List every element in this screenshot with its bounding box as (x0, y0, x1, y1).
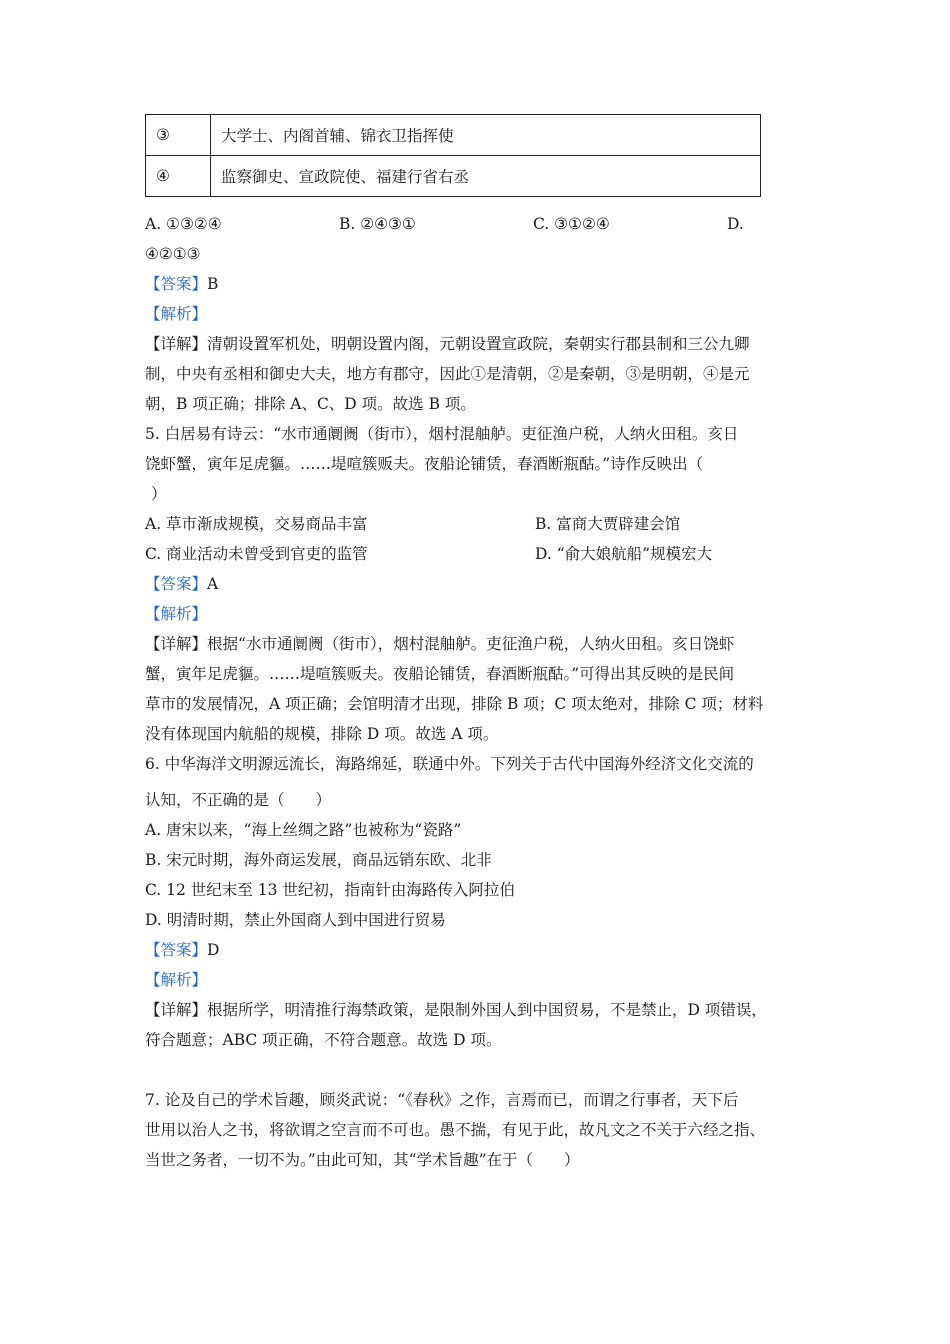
answer-value: D (207, 941, 220, 959)
detail-line: 制，中央有丞相和御史大夫，地方有郡守，因此①是清朝，②是秦朝，③是明朝，④是元 (145, 365, 750, 383)
detail-line: 根据所学，明清推行海禁政策，是限制外国人到中国贸易，不是禁止，D 项错误， (207, 1001, 767, 1019)
answer-tag: 【答案】 (145, 275, 208, 293)
q7-stem (145, 1085, 810, 1175)
detail-line: 根据“水市通阛阓（街市），烟村混舳舻。吏征渔户税，人纳火田租。亥日饶虾 (207, 635, 735, 653)
stem-line: 7. 论及自己的学术旨趣，顾炎武说：“《春秋》之作，言焉而已，而谓之行事者，天下后 (145, 1091, 739, 1109)
q5-option-a: A. 草市渐成规模，交易商品丰富 (145, 515, 368, 533)
q6-option-c: C. 12 世纪末至 13 世纪初，指南针由海路传入阿拉伯 (145, 881, 515, 899)
table-cell-text: 大学士、内阁首辅、锦衣卫指挥使 (211, 115, 761, 156)
detail-line: 草市的发展情况，A 项正确；会馆明清才出现，排除 B 项；C 项太绝对，排除 C 项；材料 (145, 695, 764, 713)
q5-option-c: C. 商业活动未曾受到官吏的监管 (145, 545, 368, 563)
detail-line: 符合题意；ABC 项正确，不符合题意。故选 D 项。 (145, 1031, 502, 1049)
q4-answer (145, 269, 810, 299)
table-cell-number: ④ (146, 156, 211, 197)
detail-line: 清朝设置军机处，明朝设置内阁，元朝设置宣政院，秦朝实行郡县制和三公九卿 (207, 335, 750, 353)
detail-line: 朝，B 项正确；排除 A、C、D 项。故选 B 项。 (145, 395, 476, 413)
table-cell-text: 监察御史、宣政院使、福建行省右丞 (211, 156, 761, 197)
table-row (146, 156, 761, 197)
q4-options (145, 209, 810, 239)
q5-option-b: B. 富商大贾辟建会馆 (535, 515, 681, 533)
q6-option-d: D. 明清时期，禁止外国商人到中国进行贸易 (145, 911, 446, 929)
q4-option-d: D. (727, 215, 744, 233)
answer-value: A (207, 575, 219, 593)
q4-option-d-cont: ④②①③ (145, 245, 201, 263)
options-table (145, 114, 761, 197)
q5-stem (145, 419, 810, 509)
stem-line: ） (151, 485, 167, 503)
detail-tag: 【详解】 (145, 335, 208, 353)
stem-line: 当世之务者，一切不为。”由此可知，其“学术旨趣”在于（ ） (145, 1151, 580, 1169)
stem-line: 6. 中华海洋文明源远流长，海路绵延，联通中外。下列关于古代中国海外经济文化交流的 (145, 755, 754, 773)
detail-line: 蟹，寅年足虎貙。……堤喧簇贩夫。夜船论铺赁，春酒断瓶酤。”可得出其反映的是民间 (145, 665, 735, 683)
document-page (145, 114, 810, 1175)
q5-option-d: D. “俞大娘航船”规模宏大 (535, 545, 713, 563)
detail-line: 没有体现国内航船的规模，排除 D 项。故选 A 项。 (145, 725, 499, 743)
detail-tag: 【详解】 (145, 1001, 208, 1019)
q5-answer (145, 569, 810, 599)
q4-option-b: B. ②④③① (339, 215, 416, 233)
q5-detail (145, 629, 810, 749)
q4-option-c: C. ③①②④ (533, 215, 610, 233)
q6-option-a: A. 唐宋以来，“海上丝绸之路”也被称为“瓷路” (145, 821, 462, 839)
q6-stem (145, 749, 810, 815)
q4-detail (145, 329, 810, 419)
detail-tag: 【详解】 (145, 635, 208, 653)
q4-analysis-tag: 【解析】 (145, 305, 208, 323)
answer-tag: 【答案】 (145, 941, 208, 959)
answer-tag: 【答案】 (145, 575, 208, 593)
stem-line: 认知，不正确的是（ ） (145, 791, 332, 809)
q6-option-b: B. 宋元时期，海外商运发展，商品远销东欧、北非 (145, 851, 492, 869)
q5-options-row-1 (145, 509, 810, 539)
table-cell-number: ③ (146, 115, 211, 156)
answer-value: B (207, 275, 219, 293)
q5-analysis-tag: 【解析】 (145, 605, 208, 623)
q6-answer (145, 935, 810, 965)
q4-option-a: A. ①③②④ (145, 215, 222, 233)
table-row (146, 115, 761, 156)
q6-analysis-tag: 【解析】 (145, 971, 208, 989)
q5-options-row-2 (145, 539, 810, 569)
stem-line: 5. 白居易有诗云：“水市通阛阓（街市），烟村混舳舻。吏征渔户税，人纳火田租。亥日 (145, 425, 739, 443)
stem-line: 饶虾蟹，寅年足虎貙。……堤喧簇贩夫。夜船论铺赁，春酒断瓶酤。”诗作反映出（ (145, 455, 704, 473)
q6-detail (145, 995, 810, 1055)
stem-line: 世用以治人之书，将欲谓之空言而不可也。愚不揣，有见于此，故凡文之不关于六经之指、 (145, 1121, 766, 1139)
